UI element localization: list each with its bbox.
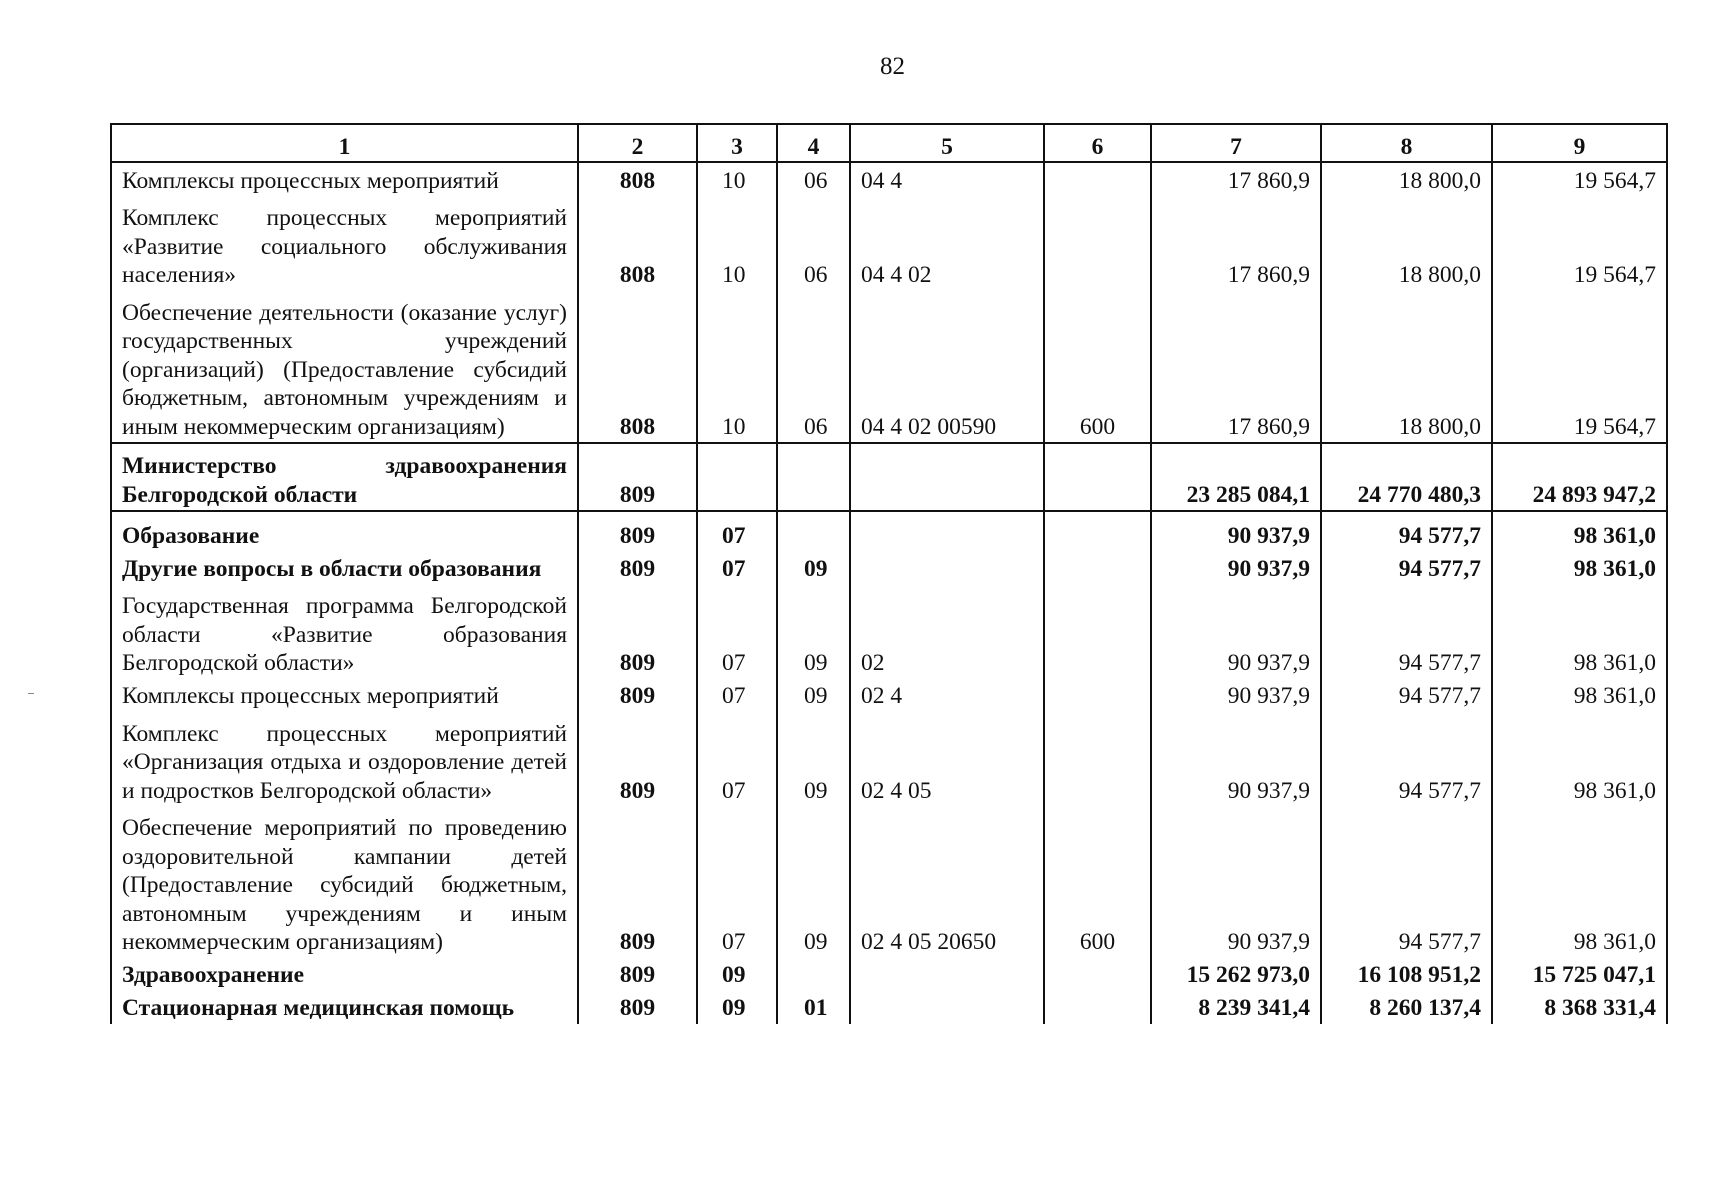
row-subsection: 06: [777, 162, 850, 196]
row-ministry-code: 808: [578, 162, 697, 196]
row-section: 09: [697, 991, 777, 1024]
row-ministry-code: 809: [578, 584, 697, 679]
table-row: [111, 958, 1667, 991]
row-subsection: 09: [777, 712, 850, 807]
row-expense-type: [1044, 712, 1151, 807]
row-name: Министерство здравоохранения Белгородской области: [111, 443, 578, 511]
row-section: 07: [697, 584, 777, 679]
row-value-col7: 90 937,9: [1151, 806, 1321, 958]
row-ministry-code: 809: [578, 712, 697, 807]
table-row: [111, 806, 1667, 958]
row-ministry-code: 809: [578, 958, 697, 991]
row-section: 07: [697, 511, 777, 551]
table-row: [111, 291, 1667, 444]
row-section: 09: [697, 958, 777, 991]
row-name: Комплексы процессных мероприятий: [111, 162, 578, 196]
row-value-col8: 94 577,7: [1321, 806, 1492, 958]
row-name: Образование: [111, 511, 578, 551]
row-expense-type: [1044, 443, 1151, 511]
row-section: [697, 443, 777, 511]
row-value-col8: 24 770 480,3: [1321, 443, 1492, 511]
row-value-col7: 90 937,9: [1151, 511, 1321, 551]
row-target-article: 02 4 05 20650: [850, 806, 1044, 958]
row-value-col7: 17 860,9: [1151, 291, 1321, 444]
row-ministry-code: 809: [578, 511, 697, 551]
row-expense-type: [1044, 551, 1151, 584]
row-subsection: 06: [777, 196, 850, 291]
row-name: Здравоохранение: [111, 958, 578, 991]
row-value-col7: 23 285 084,1: [1151, 443, 1321, 511]
row-target-article: [850, 991, 1044, 1024]
row-value-col8: 94 577,7: [1321, 584, 1492, 679]
budget-table: [110, 123, 1668, 1024]
row-subsection: 09: [777, 806, 850, 958]
table-row: [111, 443, 1667, 511]
row-target-article: [850, 551, 1044, 584]
row-value-col9: 98 361,0: [1492, 712, 1667, 807]
row-name: Обеспечение мероприятий по проведению оздоровительной кампании детей (Предоставление субсидий бюджетным, автономным учреждениям и иным некоммерческим организациям): [111, 806, 578, 958]
column-header-3: 3: [697, 124, 777, 162]
row-value-col9: 8 368 331,4: [1492, 991, 1667, 1024]
row-value-col7: 8 239 341,4: [1151, 991, 1321, 1024]
row-target-article: 04 4: [850, 162, 1044, 196]
row-expense-type: [1044, 958, 1151, 991]
table-body: [111, 162, 1667, 1024]
row-subsection: 09: [777, 679, 850, 712]
row-target-article: [850, 958, 1044, 991]
row-section: 10: [697, 291, 777, 444]
row-ministry-code: 809: [578, 679, 697, 712]
row-value-col9: 15 725 047,1: [1492, 958, 1667, 991]
row-value-col8: 94 577,7: [1321, 679, 1492, 712]
row-target-article: 04 4 02: [850, 196, 1044, 291]
row-section: 07: [697, 712, 777, 807]
page-number: 82: [880, 53, 905, 80]
row-value-col8: 94 577,7: [1321, 712, 1492, 807]
row-subsection: 09: [777, 584, 850, 679]
table-row: [111, 551, 1667, 584]
row-value-col9: 98 361,0: [1492, 551, 1667, 584]
row-value-col8: 18 800,0: [1321, 196, 1492, 291]
row-section: 10: [697, 196, 777, 291]
row-ministry-code: 809: [578, 806, 697, 958]
column-header-7: 7: [1151, 124, 1321, 162]
row-value-col7: 90 937,9: [1151, 584, 1321, 679]
row-value-col8: 94 577,7: [1321, 511, 1492, 551]
row-name: Стационарная медицинская помощь: [111, 991, 578, 1024]
row-section: 07: [697, 806, 777, 958]
row-ministry-code: 808: [578, 196, 697, 291]
table-row: [111, 991, 1667, 1024]
row-target-article: 02 4 05: [850, 712, 1044, 807]
row-expense-type: [1044, 511, 1151, 551]
row-expense-type: [1044, 679, 1151, 712]
row-subsection: 09: [777, 551, 850, 584]
row-subsection: 06: [777, 291, 850, 444]
row-expense-type: 600: [1044, 806, 1151, 958]
row-name: Обеспечение деятельности (оказание услуг) государственных учреждений (организаций) (Предоставление субсидий бюджетным, автономным учреждениям и иным некоммерческим организациям): [111, 291, 578, 444]
column-header-9: 9: [1492, 124, 1667, 162]
table-row: [111, 196, 1667, 291]
table-header: [111, 124, 1667, 162]
row-name: Государственная программа Белгородской области «Развитие образования Белгородской области»: [111, 584, 578, 679]
row-expense-type: [1044, 991, 1151, 1024]
column-header-8: 8: [1321, 124, 1492, 162]
row-value-col9: 19 564,7: [1492, 162, 1667, 196]
column-header-4: 4: [777, 124, 850, 162]
row-expense-type: [1044, 162, 1151, 196]
row-value-col9: 19 564,7: [1492, 196, 1667, 291]
row-ministry-code: 809: [578, 443, 697, 511]
row-value-col7: 90 937,9: [1151, 712, 1321, 807]
row-name: Комплекс процессных мероприятий «Организация отдыха и оздоровление детей и подростков Белгородской области»: [111, 712, 578, 807]
row-value-col7: 17 860,9: [1151, 196, 1321, 291]
row-value-col9: 24 893 947,2: [1492, 443, 1667, 511]
column-header-1: 1: [111, 124, 578, 162]
row-target-article: 02 4: [850, 679, 1044, 712]
row-expense-type: [1044, 196, 1151, 291]
row-value-col8: 16 108 951,2: [1321, 958, 1492, 991]
row-value-col8: 18 800,0: [1321, 162, 1492, 196]
row-ministry-code: 808: [578, 291, 697, 444]
table-row: [111, 162, 1667, 196]
scan-mark: [28, 693, 34, 694]
row-subsection: [777, 511, 850, 551]
row-value-col7: 17 860,9: [1151, 162, 1321, 196]
row-name: Комплекс процессных мероприятий «Развитие социального обслуживания населения»: [111, 196, 578, 291]
header-row: [111, 124, 1667, 162]
row-name: Другие вопросы в области образования: [111, 551, 578, 584]
column-header-6: 6: [1044, 124, 1151, 162]
row-section: 07: [697, 551, 777, 584]
row-subsection: [777, 958, 850, 991]
row-expense-type: [1044, 584, 1151, 679]
row-target-article: 04 4 02 00590: [850, 291, 1044, 444]
row-target-article: 02: [850, 584, 1044, 679]
table-row: [111, 712, 1667, 807]
row-subsection: [777, 443, 850, 511]
row-expense-type: 600: [1044, 291, 1151, 444]
row-section: 10: [697, 162, 777, 196]
table-row: [111, 584, 1667, 679]
row-value-col9: 98 361,0: [1492, 806, 1667, 958]
row-value-col7: 15 262 973,0: [1151, 958, 1321, 991]
row-value-col8: 18 800,0: [1321, 291, 1492, 444]
table-row: [111, 679, 1667, 712]
column-header-5: 5: [850, 124, 1044, 162]
row-ministry-code: 809: [578, 551, 697, 584]
row-value-col8: 94 577,7: [1321, 551, 1492, 584]
row-target-article: [850, 511, 1044, 551]
row-target-article: [850, 443, 1044, 511]
row-subsection: 01: [777, 991, 850, 1024]
row-value-col8: 8 260 137,4: [1321, 991, 1492, 1024]
row-value-col9: 98 361,0: [1492, 679, 1667, 712]
row-section: 07: [697, 679, 777, 712]
row-name: Комплексы процессных мероприятий: [111, 679, 578, 712]
column-header-2: 2: [578, 124, 697, 162]
row-value-col9: 19 564,7: [1492, 291, 1667, 444]
row-value-col7: 90 937,9: [1151, 551, 1321, 584]
row-ministry-code: 809: [578, 991, 697, 1024]
row-value-col9: 98 361,0: [1492, 584, 1667, 679]
table-row: [111, 511, 1667, 551]
row-value-col7: 90 937,9: [1151, 679, 1321, 712]
row-value-col9: 98 361,0: [1492, 511, 1667, 551]
